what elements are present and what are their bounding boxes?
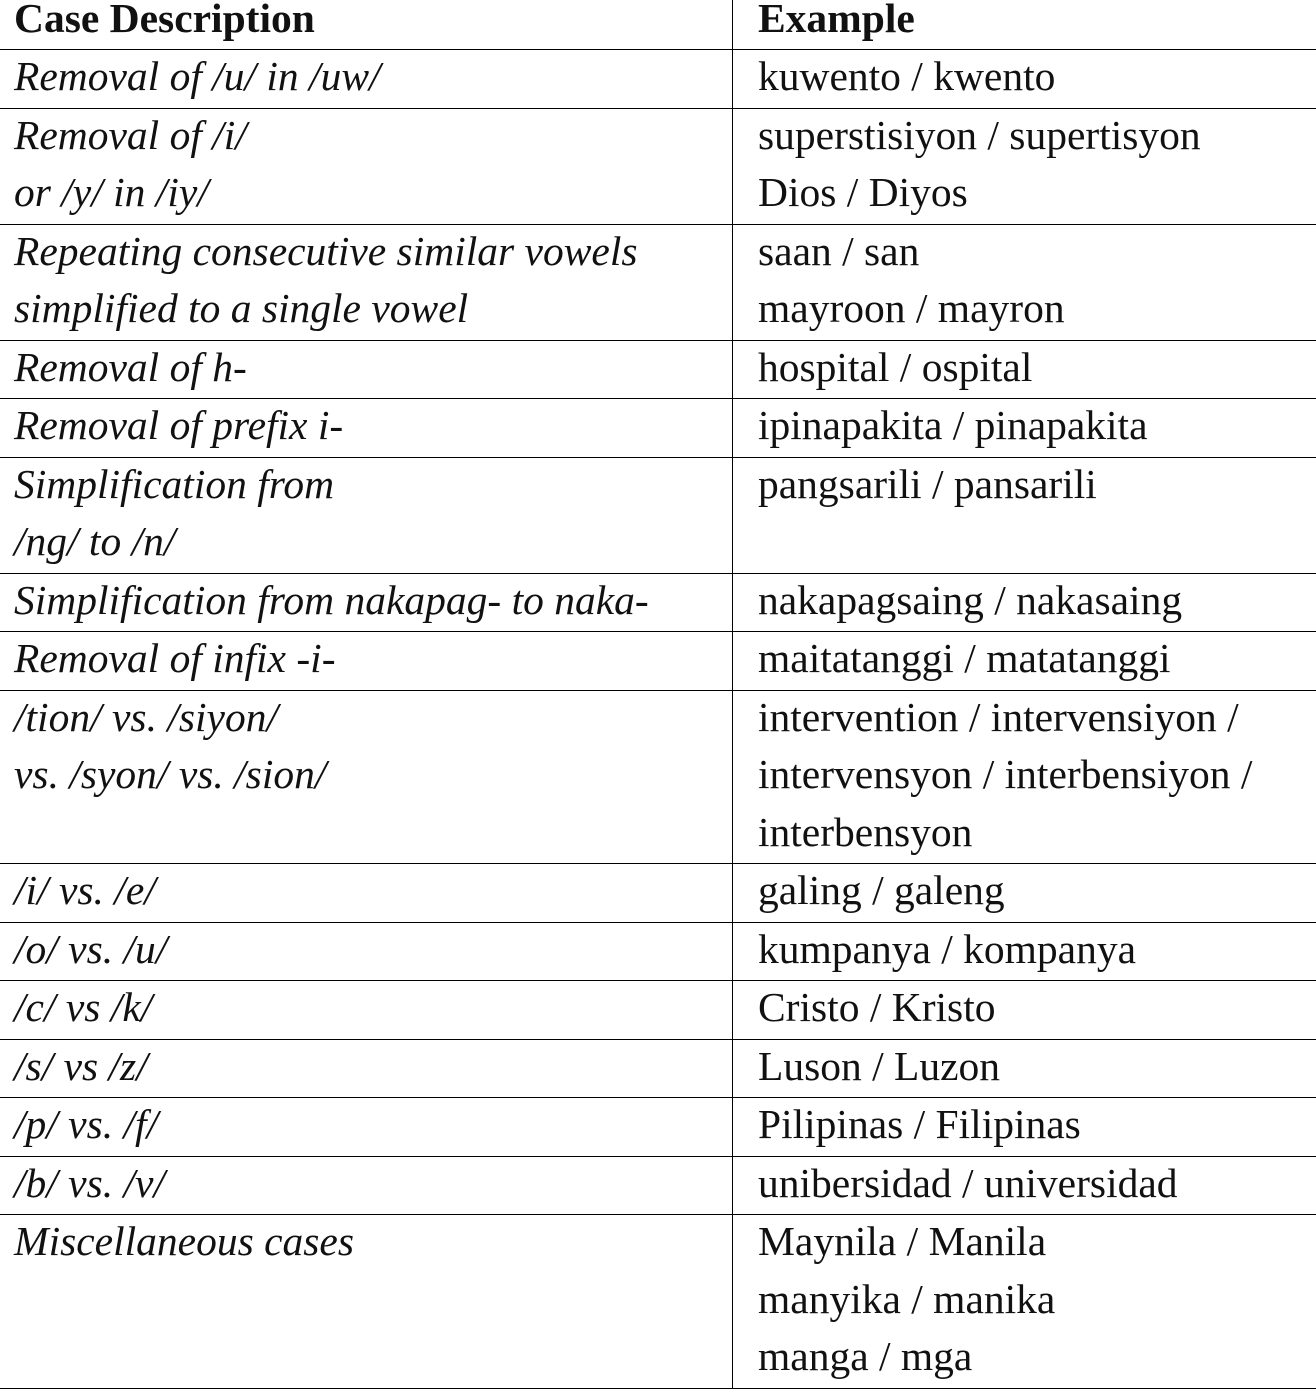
example-line: ipinapakita / pinapakita xyxy=(758,402,1148,448)
case-description-line: vs. /syon/ vs. /sion/ xyxy=(14,751,327,797)
example-line: superstisiyon / supertisyon xyxy=(758,111,1201,158)
case-description-cell xyxy=(0,225,733,340)
example-line: saan / san xyxy=(758,227,920,274)
case-description-cell xyxy=(0,1098,733,1156)
case-description-line: Repeating consecutive similar vowels xyxy=(14,227,638,274)
header-case-description: Case Description xyxy=(0,0,733,49)
case-description-line: /o/ vs. /u/ xyxy=(14,925,168,972)
example-line: Dios / Diyos xyxy=(758,169,968,215)
table-row xyxy=(0,631,1316,690)
case-description-line: simplified to a single vowel xyxy=(14,285,469,331)
case-description-cell xyxy=(0,109,733,224)
case-description-cell xyxy=(0,923,733,981)
example-line: manga / mga xyxy=(758,1333,973,1379)
case-description-line: Removal of prefix i- xyxy=(14,402,344,448)
case-description-cell xyxy=(0,1040,733,1098)
example-line: unibersidad / universidad xyxy=(758,1159,1178,1206)
example-line: kumpanya / kompanya xyxy=(758,925,1137,972)
example-cell xyxy=(733,109,1316,224)
table-bottom-rule xyxy=(0,1388,1316,1389)
table-row xyxy=(0,49,1316,108)
example-line: interbensyon xyxy=(758,808,973,855)
example-line: nakapagsaing / nakasaing xyxy=(758,576,1183,623)
example-line: manyika / manika xyxy=(758,1275,1056,1322)
case-description-line: Removal of /u/ in /uw/ xyxy=(14,53,381,99)
case-description-line: /c/ vs /k/ xyxy=(14,984,153,1030)
example-cell xyxy=(733,50,1316,108)
example-line: intervensyon / interbensiyon / xyxy=(758,751,1253,797)
example-line: mayroon / mayron xyxy=(758,285,1065,331)
example-line: maitatanggi / matatanggi xyxy=(758,635,1171,681)
case-description-cell xyxy=(0,1157,733,1215)
example-line: Cristo / Kristo xyxy=(758,984,996,1030)
table-row xyxy=(0,1097,1316,1156)
case-description-line: Removal of /i/ xyxy=(14,111,247,158)
example-cell xyxy=(733,225,1316,340)
header-example: Example xyxy=(758,0,915,41)
table-row xyxy=(0,1039,1316,1098)
case-description-cell xyxy=(0,399,733,457)
case-description-cell xyxy=(0,981,733,1039)
case-description-line: /tion/ vs. /siyon/ xyxy=(14,693,278,740)
table-row xyxy=(0,1214,1316,1388)
table-row xyxy=(0,224,1316,340)
case-description-line: Simplification from nakapag- to naka- xyxy=(14,576,649,623)
case-description-line: Removal of infix -i- xyxy=(14,635,336,681)
example-line: galing / galeng xyxy=(758,867,1005,913)
example-line: pangsarili / pansarili xyxy=(758,460,1097,507)
table-row xyxy=(0,108,1316,224)
case-description-cell xyxy=(0,1215,733,1388)
example-line: Maynila / Manila xyxy=(758,1218,1047,1264)
case-description-line: Simplification from xyxy=(14,460,335,507)
table-body xyxy=(0,49,1316,1388)
example-cell xyxy=(733,399,1316,457)
case-description-line: Removal of h- xyxy=(14,343,247,390)
table-row xyxy=(0,1156,1316,1215)
example-cell xyxy=(733,458,1316,573)
case-description-cell xyxy=(0,691,733,864)
example-line: hospital / ospital xyxy=(758,343,1033,390)
example-cell xyxy=(733,574,1316,632)
case-description-cell xyxy=(0,341,733,399)
table-row xyxy=(0,690,1316,864)
table-row xyxy=(0,457,1316,573)
case-description-line: /p/ vs. /f/ xyxy=(14,1101,159,1147)
table-row xyxy=(0,340,1316,399)
case-description-line: or /y/ in /iy/ xyxy=(14,169,209,215)
case-description-cell xyxy=(0,632,733,690)
example-line: kuwento / kwento xyxy=(758,53,1056,99)
table-header-row xyxy=(0,0,1316,49)
example-cell xyxy=(733,1157,1316,1215)
example-cell xyxy=(733,691,1316,864)
table-row xyxy=(0,398,1316,457)
case-description-line: /ng/ to /n/ xyxy=(14,518,176,564)
case-description-cell xyxy=(0,50,733,108)
case-description-cell xyxy=(0,574,733,632)
table-row xyxy=(0,863,1316,922)
example-cell xyxy=(733,1215,1316,1388)
table-row xyxy=(0,573,1316,632)
case-description-cell xyxy=(0,458,733,573)
example-cell xyxy=(733,632,1316,690)
example-cell xyxy=(733,1040,1316,1098)
case-description-line: /s/ vs /z/ xyxy=(14,1042,148,1089)
example-line: intervention / intervensiyon / xyxy=(758,693,1239,740)
example-cell xyxy=(733,341,1316,399)
example-cell xyxy=(733,923,1316,981)
example-cell xyxy=(733,864,1316,922)
case-description-line: /i/ vs. /e/ xyxy=(14,867,156,913)
example-line: Luson / Luzon xyxy=(758,1042,1001,1089)
example-cell xyxy=(733,1098,1316,1156)
case-description-line: /b/ vs. /v/ xyxy=(14,1159,165,1206)
table-row xyxy=(0,980,1316,1039)
case-description-cell xyxy=(0,864,733,922)
case-description-line: Miscellaneous cases xyxy=(14,1218,354,1264)
example-cell xyxy=(733,981,1316,1039)
table-row xyxy=(0,922,1316,981)
example-line: Pilipinas / Filipinas xyxy=(758,1101,1081,1147)
